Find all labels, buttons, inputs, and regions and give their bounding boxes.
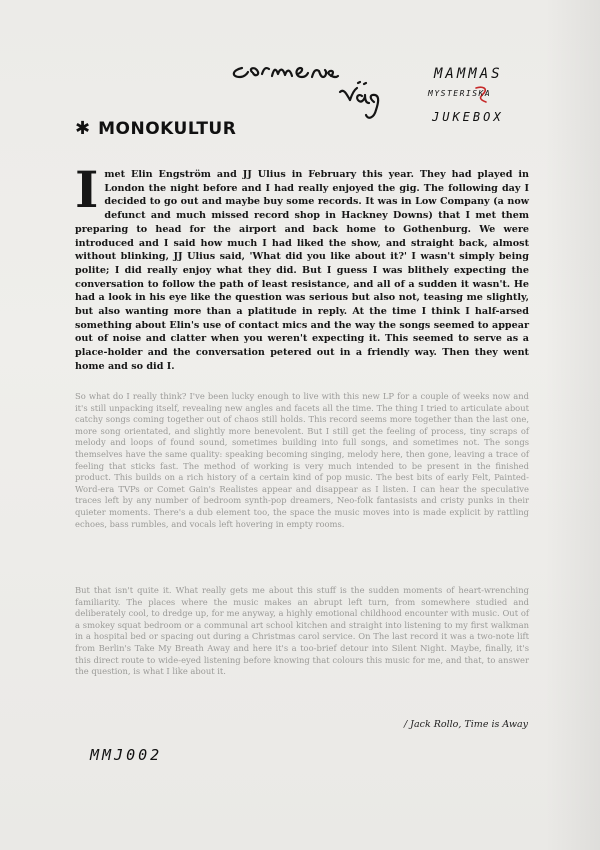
logo-line-mysteriska: MYSTERISKA [428, 89, 492, 98]
logo-line-mammas: MAMMAS [434, 66, 503, 82]
intro-text: met Elin Engström and JJ Ulius in February this year. They had played in London the night before and I had really enjoyed the gig. The following day I decided to go out and maybe buy some records. It was in Low Company (a now defunct and much missed record shop in Hackney Downs) that I met them preparing to head for the airport and back home to Gothenburg. We were introduced and I said how much I had liked the show, and straight back, almost without blinking, JJ Ulius said, 'What did you like about it?' I wasn't simply being polite; I did really enjoy what they did. But I guess I was blithely expecting the conversation to follow the path of least resistance, and all of a sudden it wasn't. He had a look in his eye like the question was serious but also not, teasing me slightly, but also wanting more than a platitude in reply. At the time I think I half-arsed something about Elin's use of contact mics and the way the songs seemed to appear out of noise and clatter when you weren't expecting it. This seemed to serve as a place-holder and the conversation petered out in a friendly way. Then they went home and so did I. [75, 169, 529, 372]
catalog-number: MMJ002 [90, 746, 163, 764]
star-icon: ✱ [75, 118, 91, 139]
handwritten-signature [228, 50, 393, 145]
body-paragraph-1: So what do I really think? I've been lucky enough to live with this new LP for a couple of weeks now and it's still unpacking itself, revealing new angles and facets all the time. The thing I tried to articulate about catchy songs coming together out of chaos still holds. This record seems more together than the last one, more song orientated, and slightly more benevolent. But I still get the feeling of process, tiny scraps of melody and loops of found sound, sometimes building into full songs, and sometimes not. The songs themselves have the same quality: speaking becoming singing, melody here, then gone, leaving a trace of feeling that sticks fast. The method of working is very much intended to be present in the finished product. This builds on a rich history of a certain kind of pop music. The best bits of early Felt, Painted-Word-era TVPs or Comet Gain's Realistes appear and disappear as I listen. I can hear the speculative traces left by any number of bedroom synth-pop dreamers, Neo-folk fantasists and cristy punks in their quieter moments. There's a dub element too, the space the music moves into is made explicit by rattling echoes, bass rumbles, and vocals left hovering in empty rooms. [75, 391, 529, 529]
article-heading [75, 118, 236, 139]
logo-line-jukebox: JUKEBOX [432, 110, 504, 124]
drop-cap: I [75, 160, 99, 219]
body-paragraph-2: But that isn't quite it. What really gets me about this stuff is the sudden moments of heart-wrenching familiarity. The places where the music makes an abrupt left turn, from somewhere studied and deliberately cool, to dredge up, for me anyway, a highly emotional childhood encounter with music. Out of a smokey squat bedroom or a communal art school kitchen and straight into listening to my first walkman in a hospital bed or spacing out during a Christmas carol service. On The last record it was a two-note lift from Berlin's Take My Breath Away and here it's a too-brief detour into Silent Night. Maybe, finally, it's this direct route to wide-eyed listening before knowing that colours this music for me, and that, to answer the question, is what I like about it. [75, 585, 529, 677]
intro-paragraph [75, 160, 529, 374]
author-credit: / Jack Rollo, Time is Away [403, 719, 528, 730]
mammas-mysteriska-jukebox-logo [428, 66, 538, 132]
page-title: MONOKULTUR [98, 118, 237, 139]
